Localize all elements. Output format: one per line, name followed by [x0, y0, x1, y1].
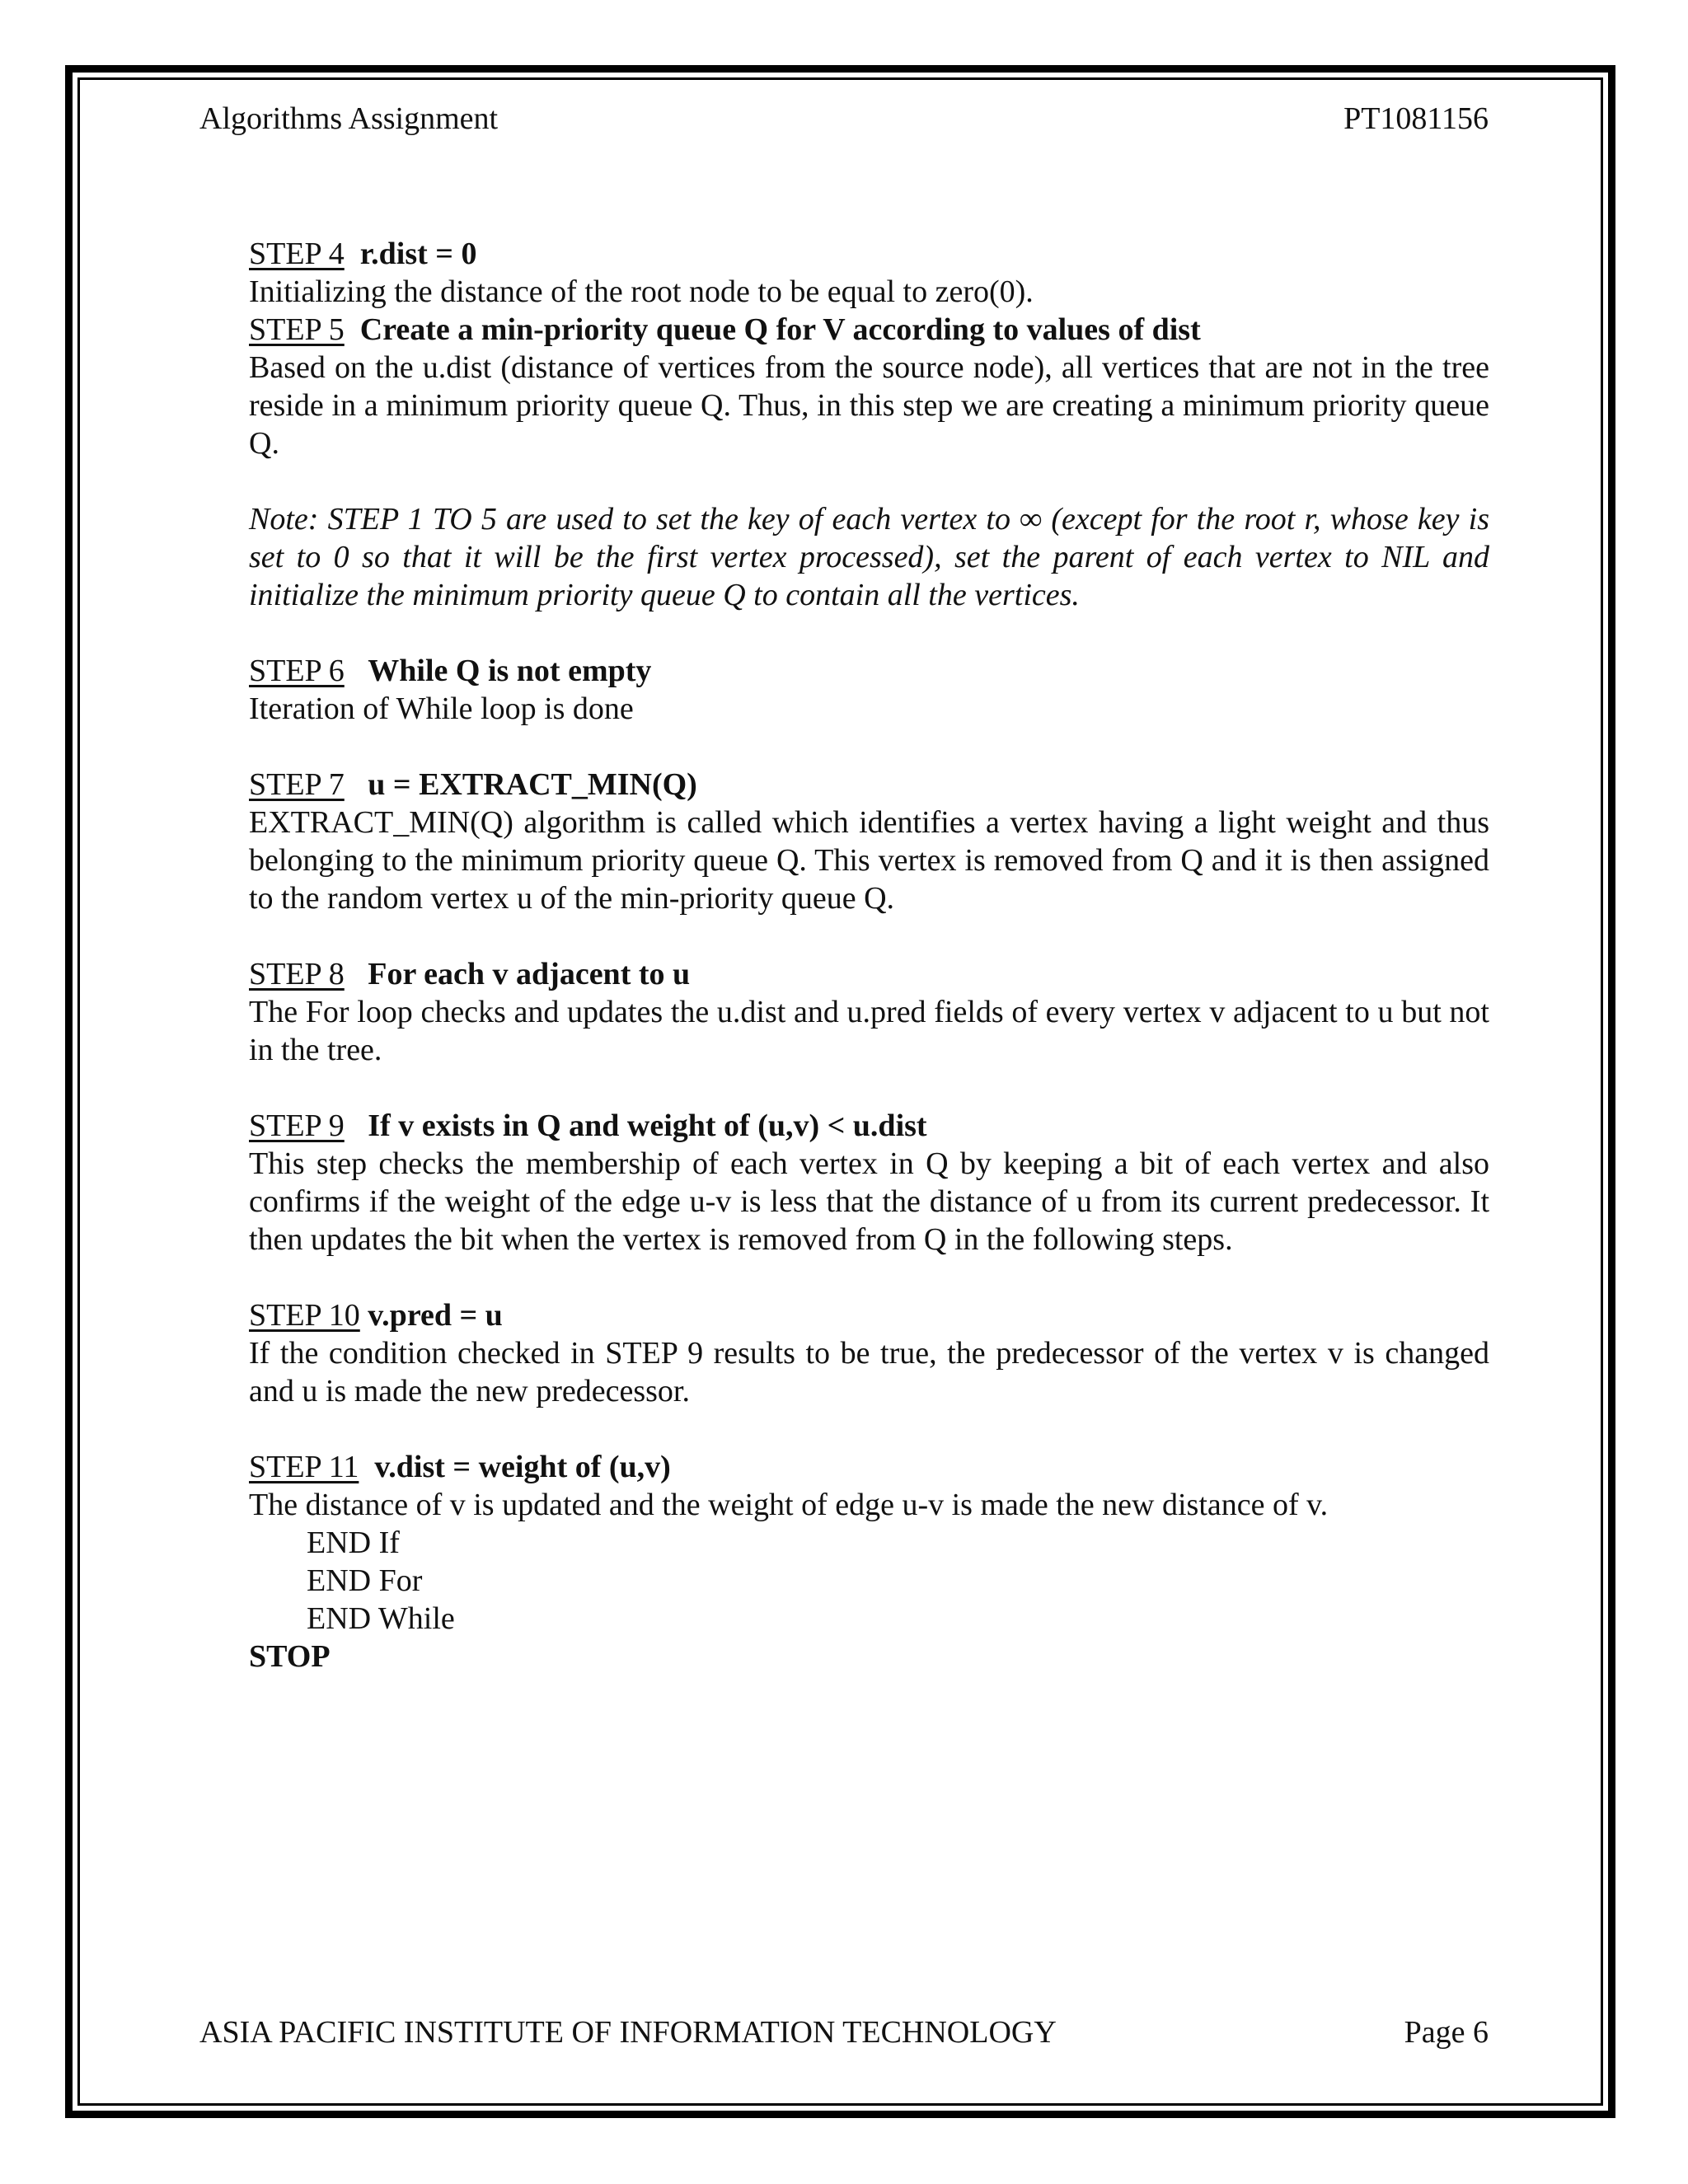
step9-label: STEP 9 [249, 1108, 345, 1143]
header-title: Algorithms Assignment [199, 101, 499, 136]
step7-heading [249, 766, 1489, 804]
step9-title: If v exists in Q and weight of (u,v) < u.dist [368, 1108, 927, 1143]
step5-body: Based on the u.dist (distance of vertices from the source node), all vertices that are not in the tree reside in a minimum priority queue Q. Thus, in this step we are creating a minimum priority queue Q. [249, 350, 1489, 461]
page-number: Page 6 [1404, 2015, 1489, 2050]
step11-label: STEP 11 [249, 1450, 359, 1484]
step11-heading [249, 1448, 1489, 1486]
end-if: END If [307, 1526, 400, 1560]
step5-heading [249, 311, 1489, 349]
step6-title: While Q is not empty [368, 654, 652, 688]
step8-title: For each v adjacent to u [368, 957, 691, 991]
step6-body: Iteration of While loop is done [249, 691, 634, 726]
step5-title: Create a min-priority queue Q for V according to values of dist [359, 312, 1201, 347]
step4-title: r.dist = 0 [359, 237, 477, 271]
step10-body: If the condition checked in STEP 9 results to be true, the predecessor of the vertex v is changed and u is made the new predecessor. [249, 1336, 1489, 1408]
step4-label: STEP 4 [249, 237, 345, 271]
step7-body: EXTRACT_MIN(Q) algorithm is called which identifies a vertex having a light weight and thus belonging to the minimum priority queue Q. This vertex is removed from Q and it is then assigned to the random vertex u of the min-priority queue Q. [249, 805, 1489, 916]
step11-body: The distance of v is updated and the weight of edge u-v is made the new distance of v. [249, 1488, 1329, 1522]
step10-heading [249, 1296, 1489, 1334]
step9-heading [249, 1107, 1489, 1145]
step10-title: v.pred = u [368, 1298, 503, 1333]
end-while: END While [307, 1601, 455, 1636]
page-header [199, 97, 1489, 140]
step10-label: STEP 10 [249, 1298, 360, 1333]
page-footer [199, 2011, 1489, 2054]
step11-title: v.dist = weight of (u,v) [374, 1450, 671, 1484]
step6-label: STEP 6 [249, 654, 345, 688]
step8-body: The For loop checks and updates the u.dist and u.pred fields of every vertex v adjacent to u but not in the tree. [249, 995, 1489, 1067]
footer-institute: ASIA PACIFIC INSTITUTE OF INFORMATION TECHNOLOGY [199, 2015, 1057, 2050]
step4-body: Initializing the distance of the root node to be equal to zero(0). [249, 274, 1034, 309]
step4-heading [249, 235, 1489, 273]
step9-body: This step checks the membership of each vertex in Q by keeping a bit of each vertex and also confirms if the weight of the edge u-v is less that the distance of u from its current predecessor. It then updates the bit when the vertex is removed from Q in the following steps. [249, 1146, 1489, 1257]
header-id: PT1081156 [1343, 101, 1489, 136]
step8-heading [249, 955, 1489, 993]
document-body [249, 235, 1489, 1675]
stop-label: STOP [249, 1639, 331, 1674]
note-paragraph: Note: STEP 1 TO 5 are used to set the key of each vertex to ∞ (except for the root r, whose key is set to 0 so that it will be the first vertex processed), set the parent of each vertex to NIL and initialize the minimum priority queue Q to contain all the vertices. [249, 502, 1489, 612]
step8-label: STEP 8 [249, 957, 345, 991]
step5-label: STEP 5 [249, 312, 345, 347]
step7-label: STEP 7 [249, 767, 345, 802]
step6-heading [249, 652, 1489, 690]
end-for: END For [307, 1563, 423, 1598]
step7-title: u = EXTRACT_MIN(Q) [368, 767, 697, 802]
